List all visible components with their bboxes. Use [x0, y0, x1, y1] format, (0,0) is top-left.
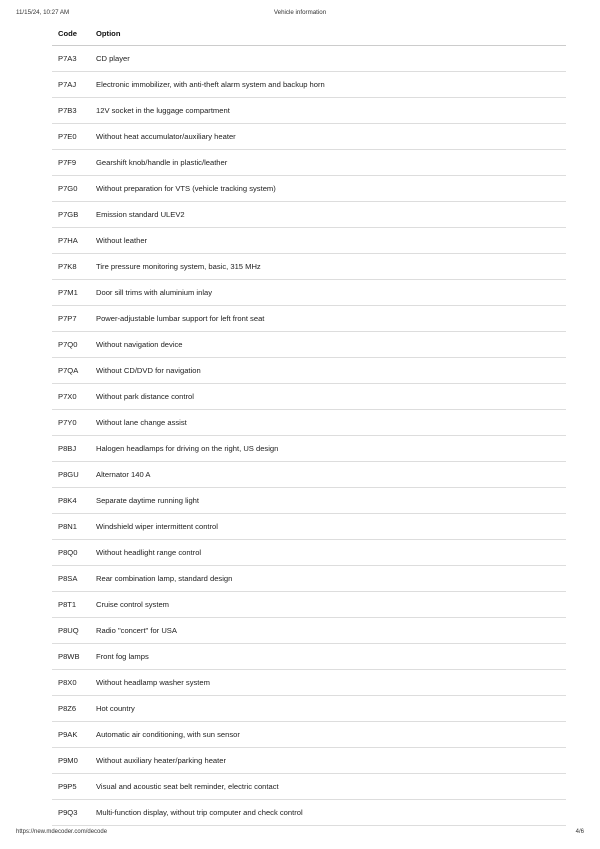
column-header-option: Option [90, 21, 566, 46]
table-row [52, 254, 566, 280]
page-number: 4/6 [575, 829, 584, 835]
page-header [16, 9, 584, 21]
table-row [52, 72, 566, 98]
option-description: Without CD/DVD for navigation [90, 358, 566, 384]
table-row [52, 384, 566, 410]
table-row [52, 774, 566, 800]
table-row [52, 306, 566, 332]
option-description: Windshield wiper intermittent control [90, 514, 566, 540]
option-description: Without preparation for VTS (vehicle tracking system) [90, 176, 566, 202]
table-row [52, 124, 566, 150]
table-row [52, 46, 566, 72]
table-row [52, 488, 566, 514]
option-code: P8SA [52, 566, 90, 592]
option-code: P8Z6 [52, 696, 90, 722]
table-row [52, 514, 566, 540]
print-datetime: 11/15/24, 10:27 AM [16, 9, 70, 16]
option-code: P7Y0 [52, 410, 90, 436]
option-code: P7HA [52, 228, 90, 254]
table-row [52, 280, 566, 306]
table-row [52, 696, 566, 722]
table-row [52, 618, 566, 644]
option-description: Multi-function display, without trip computer and check control [90, 800, 566, 826]
option-description: Hot country [90, 696, 566, 722]
option-code: P9AK [52, 722, 90, 748]
table-row [52, 462, 566, 488]
option-description: Separate daytime running light [90, 488, 566, 514]
table-row [52, 436, 566, 462]
column-header-code: Code [52, 21, 90, 46]
table-row [52, 800, 566, 826]
option-description: Power-adjustable lumbar support for left front seat [90, 306, 566, 332]
option-description: CD player [90, 46, 566, 72]
option-code: P8T1 [52, 592, 90, 618]
option-code: P7M1 [52, 280, 90, 306]
option-description: Without headlight range control [90, 540, 566, 566]
table-row [52, 150, 566, 176]
page-title: Vehicle information [273, 9, 327, 16]
table-row [52, 566, 566, 592]
option-description: Without leather [90, 228, 566, 254]
option-description: Tire pressure monitoring system, basic, 315 MHz [90, 254, 566, 280]
options-table [52, 21, 566, 826]
option-description: Gearshift knob/handle in plastic/leather [90, 150, 566, 176]
option-description: Electronic immobilizer, with anti-theft alarm system and backup horn [90, 72, 566, 98]
option-code: P8GU [52, 462, 90, 488]
option-code: P7QA [52, 358, 90, 384]
table-row [52, 202, 566, 228]
option-code: P8N1 [52, 514, 90, 540]
option-description: Without headlamp washer system [90, 670, 566, 696]
table-row [52, 410, 566, 436]
option-description: Without navigation device [90, 332, 566, 358]
option-code: P8Q0 [52, 540, 90, 566]
option-description: Without park distance control [90, 384, 566, 410]
option-description: Alternator 140 A [90, 462, 566, 488]
option-description: Visual and acoustic seat belt reminder, electric contact [90, 774, 566, 800]
table-row [52, 176, 566, 202]
option-code: P7K8 [52, 254, 90, 280]
option-description: Automatic air conditioning, with sun sensor [90, 722, 566, 748]
option-description: Without auxiliary heater/parking heater [90, 748, 566, 774]
option-code: P8X0 [52, 670, 90, 696]
footer-url: https://new.mdecoder.com/decode [16, 829, 108, 835]
option-code: P7A3 [52, 46, 90, 72]
option-description: Door sill trims with aluminium inlay [90, 280, 566, 306]
option-description: Without heat accumulator/auxiliary heater [90, 124, 566, 150]
table-row [52, 748, 566, 774]
option-code: P8BJ [52, 436, 90, 462]
table-row [52, 644, 566, 670]
page-footer [16, 829, 584, 839]
table-row [52, 592, 566, 618]
table-row [52, 540, 566, 566]
option-code: P9Q3 [52, 800, 90, 826]
option-description: Cruise control system [90, 592, 566, 618]
option-code: P7B3 [52, 98, 90, 124]
table-row [52, 98, 566, 124]
options-table-container [52, 21, 566, 826]
option-code: P9P5 [52, 774, 90, 800]
option-description: Without lane change assist [90, 410, 566, 436]
table-body [52, 46, 566, 826]
table-row [52, 332, 566, 358]
option-code: P8K4 [52, 488, 90, 514]
option-code: P7X0 [52, 384, 90, 410]
option-code: P7Q0 [52, 332, 90, 358]
option-code: P7G0 [52, 176, 90, 202]
option-description: 12V socket in the luggage compartment [90, 98, 566, 124]
table-row [52, 358, 566, 384]
table-header-row [52, 21, 566, 46]
table-row [52, 228, 566, 254]
option-description: Rear combination lamp, standard design [90, 566, 566, 592]
option-code: P7F9 [52, 150, 90, 176]
option-code: P8WB [52, 644, 90, 670]
option-code: P7P7 [52, 306, 90, 332]
option-code: P9M0 [52, 748, 90, 774]
option-code: P7E0 [52, 124, 90, 150]
option-description: Halogen headlamps for driving on the right, US design [90, 436, 566, 462]
option-code: P7AJ [52, 72, 90, 98]
option-code: P8UQ [52, 618, 90, 644]
table-row [52, 670, 566, 696]
option-description: Radio "concert" for USA [90, 618, 566, 644]
table-header [52, 21, 566, 46]
option-code: P7GB [52, 202, 90, 228]
option-description: Front fog lamps [90, 644, 566, 670]
option-description: Emission standard ULEV2 [90, 202, 566, 228]
table-row [52, 722, 566, 748]
